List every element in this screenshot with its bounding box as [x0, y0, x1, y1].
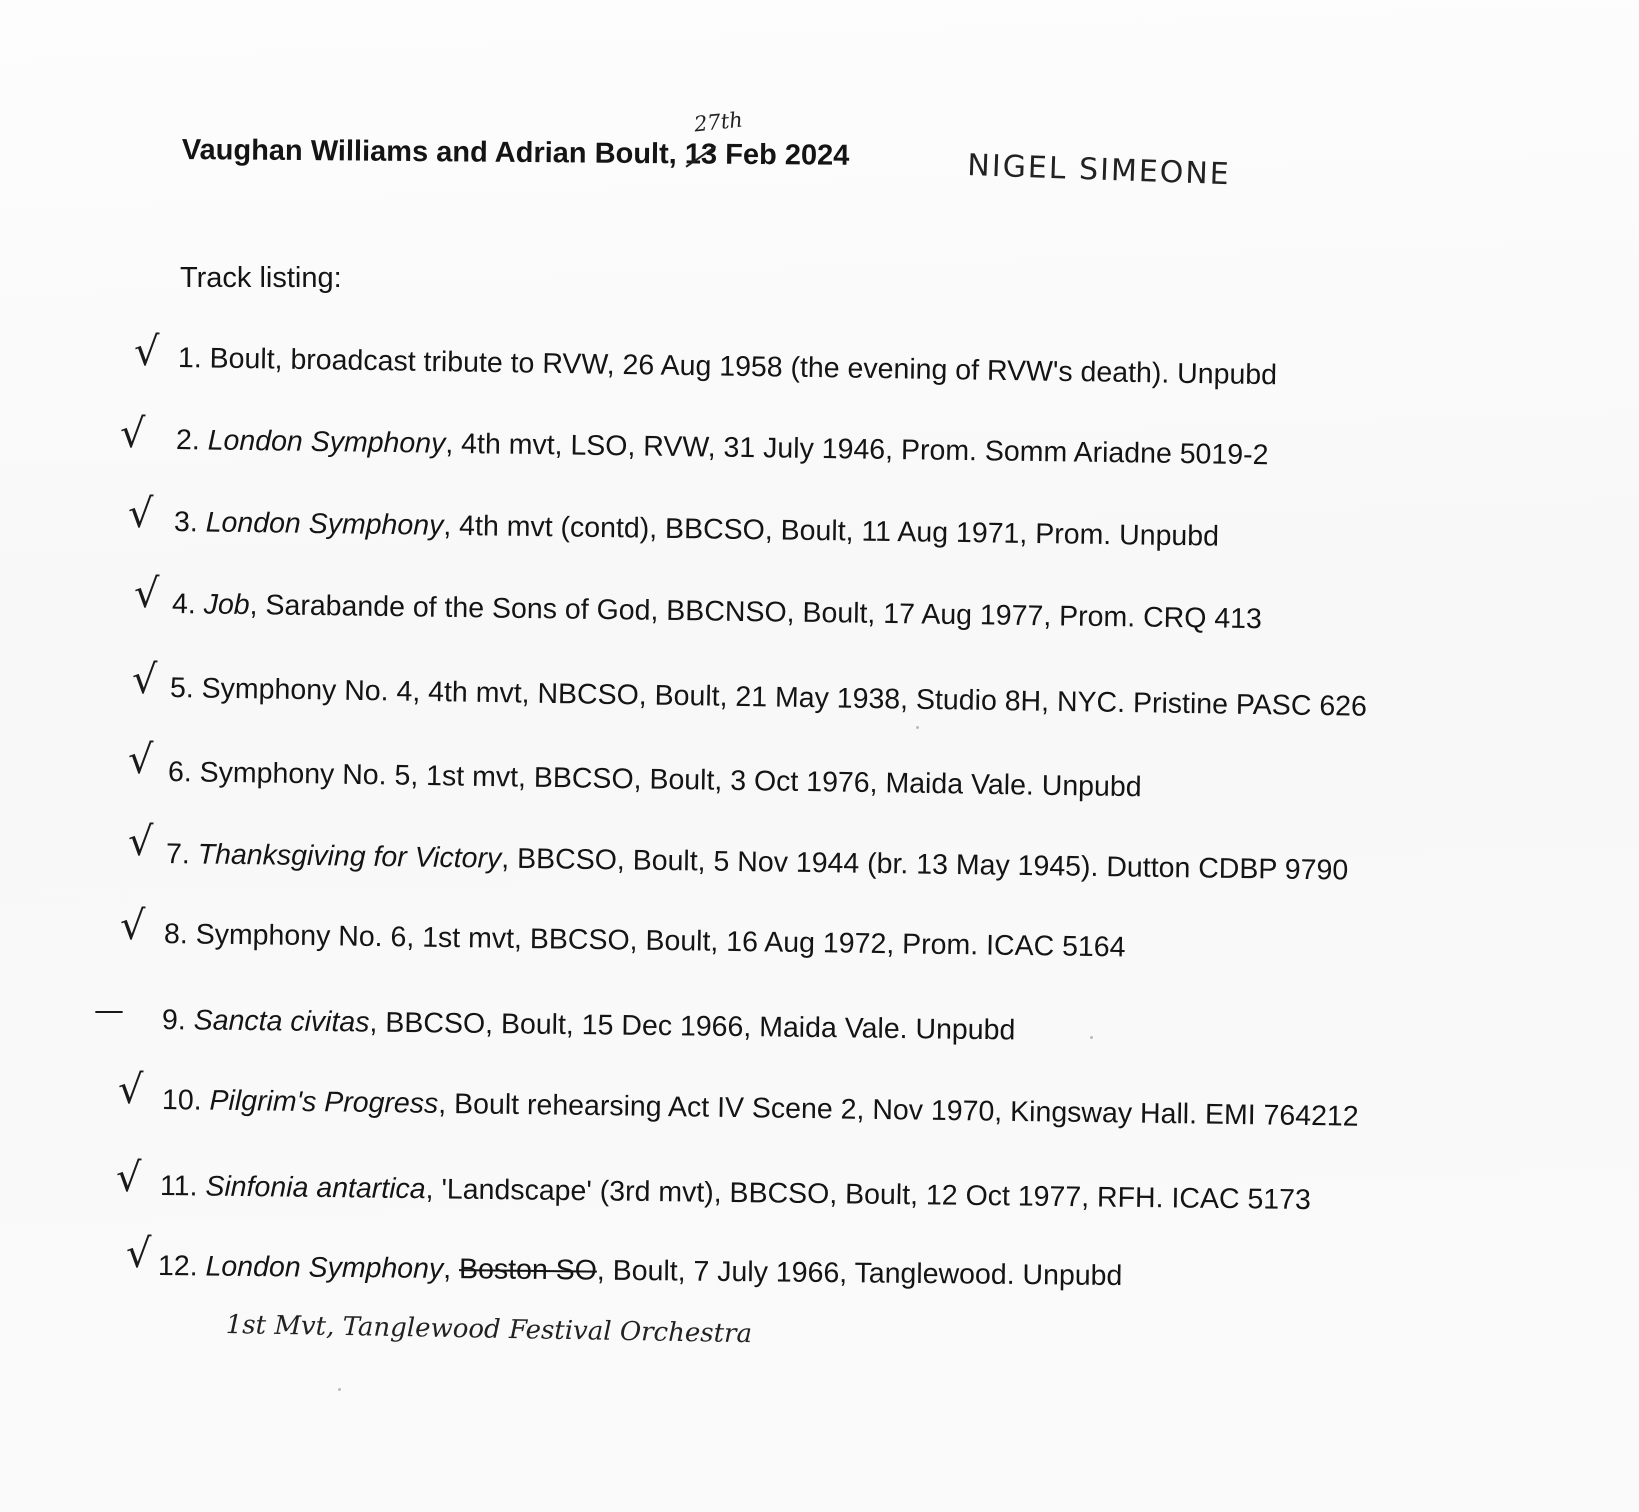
- track-item: [172, 588, 1262, 636]
- track-item: [176, 424, 1269, 472]
- check-mark-icon: √: [118, 1067, 144, 1113]
- track-work: Sinfonia antartica: [205, 1170, 426, 1206]
- dash-mark-icon: —: [94, 993, 124, 1028]
- check-mark-icon: √: [128, 737, 154, 783]
- paper-speck: [916, 726, 919, 729]
- track-details: , BBCSO, Boult, 5 Nov 1944 (br. 13 May 1945). Dutton CDBP 9790: [501, 842, 1349, 887]
- check-mark-icon: √: [120, 411, 146, 457]
- track-details: , Boult rehearsing Act IV Scene 2, Nov 1970, Kingsway Hall. EMI 764212: [438, 1087, 1359, 1133]
- track-text: 8. Symphony No. 6, 1st mvt, BBCSO, Boult, 16 Aug 1972, Prom. ICAC 5164: [163, 918, 1126, 964]
- handwritten-author: NIGEL SIMEONE: [966, 148, 1232, 193]
- track-work: London Symphony: [205, 506, 444, 542]
- track-number: 12.: [157, 1250, 206, 1283]
- check-mark-icon: √: [134, 571, 160, 617]
- handwritten-annotation: 1st Mvt, Tanglewood Festival Orchestra: [225, 1310, 753, 1350]
- track-item: [162, 1004, 1016, 1047]
- track-work: Sancta civitas: [193, 1004, 370, 1039]
- track-listing-heading: Track listing:: [180, 262, 342, 294]
- check-mark-icon: √: [128, 491, 154, 537]
- track-work: Job: [203, 588, 250, 622]
- track-details: , Sarabande of the Sons of God, BBCNSO, Boult, 17 Aug 1977, Prom. CRQ 413: [249, 589, 1263, 636]
- struck-day: 13: [684, 138, 718, 171]
- track-work: Thanksgiving for Victory: [197, 838, 502, 875]
- track-number: 2.: [175, 424, 208, 457]
- track-details: , 4th mvt, LSO, RVW, 31 July 1946, Prom. Somm Ariadne 5019-2: [445, 427, 1269, 472]
- track-number: 7.: [165, 838, 198, 871]
- track-text: 1. Boult, broadcast tribute to RVW, 26 Aug 1958 (the evening of RVW's death). Unpubd: [177, 342, 1278, 392]
- track-text: 5. Symphony No. 4, 4th mvt, NBCSO, Boult, 21 May 1938, Studio 8H, NYC. Pristine PASC 626: [169, 672, 1368, 723]
- track-details: , 'Landscape' (3rd mvt), BBCSO, Boult, 12 Oct 1977, RFH. ICAC 5173: [425, 1173, 1312, 1217]
- track-details: , Boult, 7 July 1966, Tanglewood. Unpubd: [596, 1254, 1123, 1293]
- track-details: , BBCSO, Boult, 15 Dec 1966, Maida Vale. Unpubd: [369, 1006, 1016, 1047]
- check-mark-icon: √: [120, 903, 146, 949]
- track-number: 10.: [161, 1084, 210, 1117]
- check-mark-icon: √: [128, 819, 154, 865]
- check-mark-icon: √: [132, 657, 158, 703]
- check-mark-icon: √: [126, 1231, 152, 1277]
- track-work: Pilgrim's Progress: [209, 1084, 439, 1120]
- track-item: [178, 342, 1278, 392]
- paper-speck: [1090, 1036, 1093, 1039]
- track-number: 3.: [173, 506, 206, 539]
- struck-orchestra: Boston SO: [458, 1253, 598, 1287]
- document-title: [182, 134, 850, 173]
- track-work: London Symphony: [207, 424, 446, 460]
- title-date: Feb 2024: [725, 138, 850, 172]
- track-item: [168, 756, 1142, 804]
- track-number: 11.: [159, 1170, 206, 1203]
- track-item: [166, 838, 1349, 888]
- paper-speck: [338, 1388, 341, 1391]
- track-item: [162, 1084, 1359, 1134]
- track-text: 6. Symphony No. 5, 1st mvt, BBCSO, Boult, 3 Oct 1976, Maida Vale. Unpubd: [167, 756, 1142, 804]
- handwritten-date-insert: 27th: [692, 107, 744, 137]
- track-item: 12. London Symphony, Boston SO, Boult, 7 July 1966, Tanglewood. Unpubd: [157, 1250, 1123, 1293]
- check-mark-icon: √: [116, 1155, 142, 1201]
- track-number: 4.: [171, 588, 204, 621]
- track-item: [164, 918, 1126, 964]
- track-item: [174, 506, 1219, 554]
- title-text: Vaughan Williams and Adrian Boult,: [181, 134, 677, 171]
- track-number: 9.: [161, 1004, 194, 1037]
- check-mark-icon: √: [134, 329, 160, 375]
- track-details: , 4th mvt (contd), BBCSO, Boult, 11 Aug 1971, Prom. Unpubd: [443, 509, 1220, 553]
- track-item: [160, 1170, 1311, 1217]
- track-work: London Symphony: [205, 1250, 444, 1285]
- track-item: [170, 672, 1367, 724]
